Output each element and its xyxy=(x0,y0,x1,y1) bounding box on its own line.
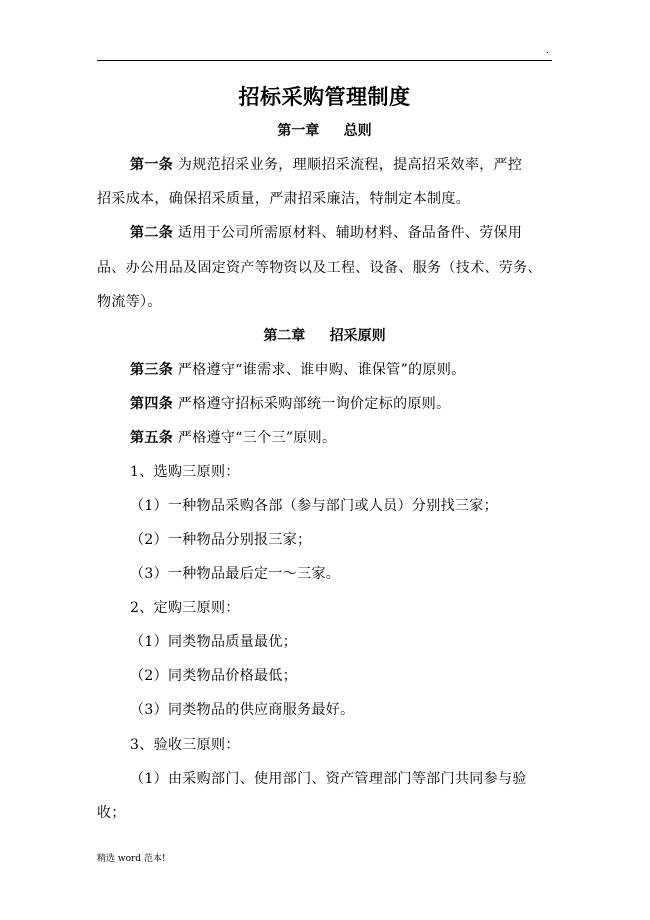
article-3-text: 严格遵守“谁需求、谁申购、谁保管”的原则。 xyxy=(173,362,466,378)
article-1-text-1: 为规范招采业务，理顺招采流程，提高招采效率，严控 xyxy=(173,157,523,173)
chapter-2-heading: 第二章 招采原则 xyxy=(263,328,386,344)
chapter-1-heading: 第一章 总则 xyxy=(277,123,372,139)
acceptance-item-1-line-1: （1）由采购部门、使用部门、资产管理部门等部门共同参与验 xyxy=(130,771,527,787)
article-2-line-1 xyxy=(130,223,522,243)
article-1-line-1 xyxy=(130,155,522,175)
purchase-item-2: （2）同类物品价格最低； xyxy=(130,668,298,684)
header-mark: . xyxy=(546,46,549,56)
article-5-text: 严格遵守“三个三”原则。 xyxy=(173,430,337,446)
selection-item-3: （3）一种物品最后定一～三家。 xyxy=(130,566,341,582)
article-2-line-2: 品、办公用品及固定资产等物资以及工程、设备、服务（技术、劳务、 xyxy=(97,260,542,276)
article-2-text-1: 适用于公司所需原材料、辅助材料、备品备件、劳保用 xyxy=(173,225,523,241)
acceptance-heading: 3、验收三原则： xyxy=(130,737,240,753)
article-5-label: 第五条 xyxy=(130,430,174,446)
article-4-text: 严格遵守招标采购部统一询价定标的原则。 xyxy=(173,396,451,412)
article-1-label: 第一条 xyxy=(130,157,174,173)
footer-text: 精选 word 范本! xyxy=(97,854,166,864)
header-rule xyxy=(97,60,552,61)
document-title: 招标采购管理制度 xyxy=(238,84,411,109)
acceptance-item-1-line-2: 收； xyxy=(97,805,126,821)
selection-item-1: （1）一种物品采购各部（参与部门或人员）分别找三家； xyxy=(130,498,499,514)
article-5 xyxy=(130,428,336,448)
article-4 xyxy=(130,394,451,414)
article-3 xyxy=(130,360,466,380)
purchase-heading: 2、定购三原则： xyxy=(130,600,240,616)
purchase-item-3: （3）同类物品的供应商服务最好。 xyxy=(130,702,355,718)
article-1-line-2: 招采成本，确保招采质量，严肃招采廉洁，特制定本制度。 xyxy=(97,191,471,207)
article-2-line-3: 物流等）。 xyxy=(97,294,162,310)
selection-heading: 1、选购三原则： xyxy=(130,464,240,480)
article-3-label: 第三条 xyxy=(130,362,174,378)
purchase-item-1: （1）同类物品质量最优； xyxy=(130,634,298,650)
selection-item-2: （2）一种物品分别报三家； xyxy=(130,532,312,548)
article-4-label: 第四条 xyxy=(130,396,174,412)
article-2-label: 第二条 xyxy=(130,225,174,241)
